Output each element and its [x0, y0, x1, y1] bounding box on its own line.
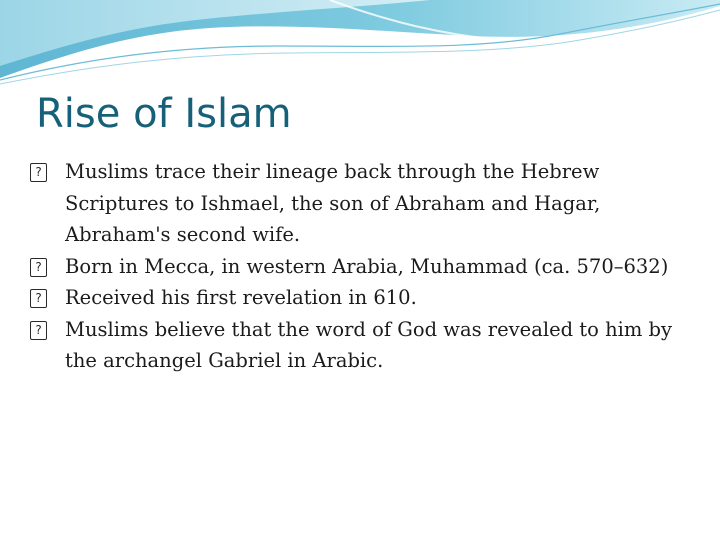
bullet-text: Received his first revelation in 610.: [65, 286, 417, 309]
bullet-item: [30, 282, 690, 314]
missing-glyph-icon: ?: [30, 321, 47, 340]
bullet-text: Muslims trace their lineage back through the Hebrew Scriptures to Ishmael, the son of Abraham and Hagar, Abraham's second wife.: [65, 160, 601, 246]
missing-glyph-icon: ?: [30, 258, 47, 277]
missing-glyph-icon: ?: [30, 289, 47, 308]
bullet-text: Born in Mecca, in western Arabia, Muhammad (ca. 570–632): [65, 254, 669, 278]
header-wave-decoration: [0, 0, 720, 90]
bullet-item: [30, 314, 690, 377]
bullet-text: Muslims believe that the word of God was revealed to him by the archangel Gabriel in Arabic.: [65, 317, 673, 372]
missing-glyph-icon: ?: [30, 163, 47, 182]
slide-title: Rise of Islam: [36, 91, 292, 137]
bullet-list: [30, 156, 690, 377]
bullet-item: [30, 156, 690, 251]
bullet-item: [30, 251, 690, 283]
